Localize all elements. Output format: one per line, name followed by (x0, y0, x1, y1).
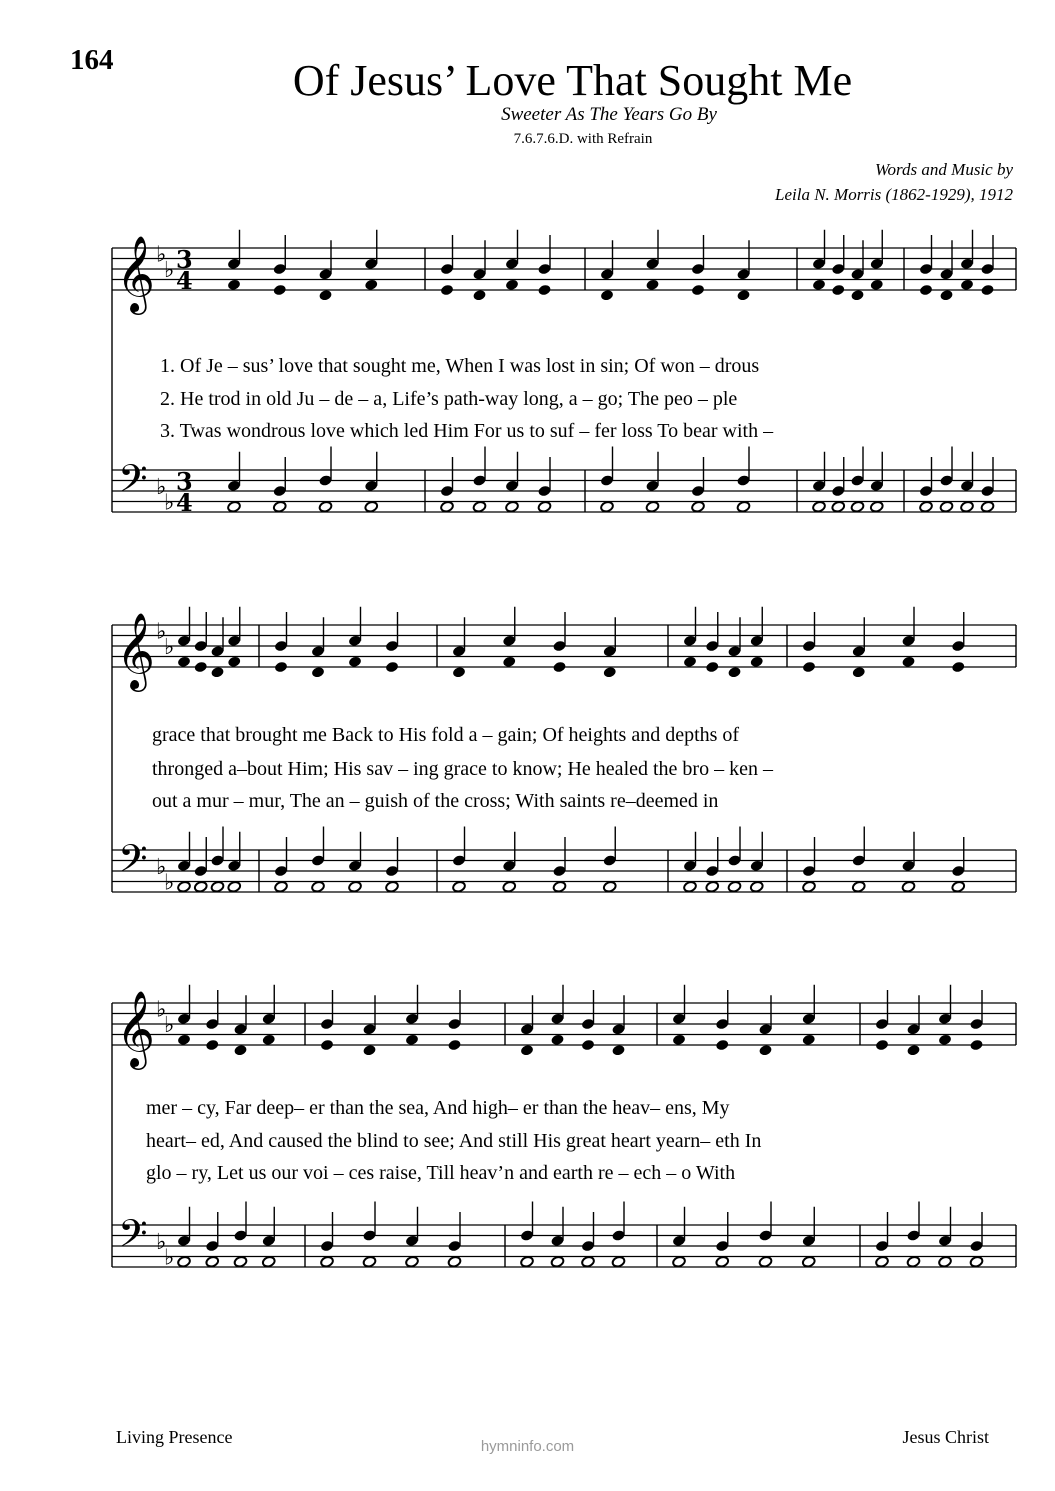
notehead (852, 881, 866, 893)
notehead (348, 655, 362, 668)
notehead (385, 881, 399, 893)
notehead (611, 1044, 625, 1057)
notehead (227, 278, 241, 291)
notehead (645, 278, 659, 291)
notehead (919, 284, 933, 297)
verse-number: 2. (160, 388, 175, 410)
notehead (951, 661, 965, 674)
time-signature-bottom: 4 (176, 266, 193, 295)
notehead (452, 881, 466, 893)
notehead (603, 881, 617, 893)
notehead (194, 881, 208, 893)
notehead (939, 501, 953, 513)
notehead (262, 1256, 276, 1268)
lyric-text: out a mur – mur, The an – guish of the cross; With saints re–deemed in (152, 790, 719, 812)
hymn-title: Of Jesus’ Love That Sought Me (292, 56, 853, 105)
notehead (870, 501, 884, 513)
notehead (505, 501, 519, 513)
notehead (502, 655, 516, 668)
notehead (831, 284, 845, 297)
notehead (177, 1256, 191, 1268)
treble-clef-icon: 𝄞 (116, 612, 156, 689)
notehead (318, 289, 332, 302)
notehead (705, 661, 719, 674)
time-signature-top: 3 (176, 467, 193, 496)
notehead (550, 1256, 564, 1268)
notehead (683, 881, 697, 893)
lyric-line (160, 420, 773, 443)
notehead (875, 1256, 889, 1268)
time-signature-top: 3 (176, 245, 193, 274)
notehead (802, 661, 816, 674)
lyric-text: mer – cy, Far deep– er than the sea, And high– er than the heav– ens, My (146, 1097, 730, 1119)
flat-icon: ♭ (156, 242, 167, 268)
time-signature-bottom: 4 (176, 488, 193, 517)
notehead (875, 1039, 889, 1052)
notehead (447, 1039, 461, 1052)
lyric-line (146, 1130, 761, 1153)
notehead (311, 666, 325, 679)
treble-clef-icon: 𝄞 (116, 990, 156, 1067)
notehead (611, 1256, 625, 1268)
notehead (274, 881, 288, 893)
notehead (715, 1256, 729, 1268)
composer-credit: Leila N. Morris (1862-1929), 1912 (775, 185, 1013, 204)
notehead (750, 655, 764, 668)
notehead (727, 666, 741, 679)
notehead (600, 501, 614, 513)
notehead (683, 655, 697, 668)
notehead (364, 501, 378, 513)
notehead (405, 1256, 419, 1268)
notehead (969, 1039, 983, 1052)
notehead (951, 881, 965, 893)
lyric-text: Twas wondrous love which led Him For us to suf – fer loss To bear with – (179, 420, 774, 442)
verse-number: 1. (160, 355, 175, 377)
notehead (736, 289, 750, 302)
flat-icon: ♭ (164, 1013, 175, 1038)
notehead (537, 501, 551, 513)
notehead (210, 666, 224, 679)
notehead (320, 1256, 334, 1268)
flat-icon: ♭ (164, 490, 175, 516)
lyric-line (152, 758, 773, 781)
notehead (980, 284, 994, 297)
notehead (691, 501, 705, 513)
credit-label: Words and Music by (874, 160, 1013, 179)
notehead (901, 655, 915, 668)
hymn-subtitle: Sweeter As The Years Go By (501, 104, 717, 125)
notehead (177, 1033, 191, 1046)
notehead (362, 1044, 376, 1057)
notehead (210, 881, 224, 893)
flat-icon: ♭ (164, 635, 175, 660)
notehead (348, 881, 362, 893)
flat-icon: ♭ (156, 997, 167, 1023)
notehead (581, 1256, 595, 1268)
notehead (205, 1039, 219, 1052)
notehead (603, 666, 617, 679)
notehead (969, 1256, 983, 1268)
notehead (472, 501, 486, 513)
notehead (812, 278, 826, 291)
notehead (581, 1039, 595, 1052)
flat-icon: ♭ (156, 854, 167, 880)
flat-icon: ♭ (156, 1229, 167, 1255)
notehead (273, 284, 287, 297)
lyric-line (152, 790, 718, 813)
notehead (502, 881, 516, 893)
notehead (736, 501, 750, 513)
lyric-line (160, 388, 737, 411)
notehead (850, 501, 864, 513)
notehead (802, 881, 816, 893)
notehead (440, 284, 454, 297)
notehead (901, 881, 915, 893)
notehead (939, 289, 953, 302)
notehead (311, 881, 325, 893)
notehead (552, 661, 566, 674)
notehead (550, 1033, 564, 1046)
lyric-text: heart– ed, And caused the blind to see; And still His great heart yearn– eth In (146, 1130, 762, 1152)
notehead (831, 501, 845, 513)
flat-icon: ♭ (156, 619, 167, 645)
notehead (802, 1256, 816, 1268)
notehead (227, 881, 241, 893)
notehead (938, 1033, 952, 1046)
notehead (938, 1256, 952, 1268)
notehead (750, 881, 764, 893)
notehead (472, 289, 486, 302)
bass-clef-icon: 𝄢 (118, 836, 148, 890)
notehead (194, 661, 208, 674)
notehead (705, 881, 719, 893)
notehead (906, 1044, 920, 1057)
notehead (852, 666, 866, 679)
notehead (919, 501, 933, 513)
notehead (505, 278, 519, 291)
notehead (233, 1044, 247, 1057)
notehead (645, 501, 659, 513)
notehead (362, 1256, 376, 1268)
notehead (177, 881, 191, 893)
notehead (273, 501, 287, 513)
notehead (691, 284, 705, 297)
notehead (227, 655, 241, 668)
hymn-number: 164 (70, 44, 114, 76)
notehead (405, 1033, 419, 1046)
notehead (447, 1256, 461, 1268)
lyric-text: Of Je – sus’ love that sought me, When I was lost in sin; Of won – drous (180, 355, 760, 377)
notehead (850, 289, 864, 302)
notehead (364, 278, 378, 291)
notehead (227, 501, 241, 513)
notehead (960, 501, 974, 513)
notehead (600, 289, 614, 302)
notehead (758, 1256, 772, 1268)
treble-clef-icon: 𝄞 (116, 235, 156, 312)
verse-number: 3. (160, 420, 175, 442)
notehead (205, 1256, 219, 1268)
notehead (177, 655, 191, 668)
lyric-line (146, 1097, 730, 1120)
notehead (727, 881, 741, 893)
flat-icon: ♭ (164, 258, 175, 283)
notehead (715, 1039, 729, 1052)
bass-clef-icon: 𝄢 (118, 456, 148, 510)
meter: 7.6.7.6.D. with Refrain (513, 131, 653, 147)
notehead (870, 278, 884, 291)
notehead (802, 1033, 816, 1046)
lyric-line (146, 1162, 735, 1185)
notehead (960, 278, 974, 291)
footer-topic: Jesus Christ (902, 1427, 989, 1447)
lyric-text: glo – ry, Let us our voi – ces raise, Till heav’n and earth re – ech – o With (146, 1162, 736, 1184)
notehead (552, 881, 566, 893)
notehead (274, 661, 288, 674)
flat-icon: ♭ (164, 1245, 175, 1271)
lyric-text: He trod in old Ju – de – a, Life’s path-way long, a – go; The peo – ple (180, 388, 738, 410)
footer-website: hymninfo.com (480, 1438, 575, 1455)
bass-clef-icon: 𝄢 (118, 1211, 148, 1265)
notehead (980, 501, 994, 513)
notehead (906, 1256, 920, 1268)
notehead (812, 501, 826, 513)
notehead (758, 1044, 772, 1057)
notehead (440, 501, 454, 513)
notehead (520, 1044, 534, 1057)
notehead (520, 1256, 534, 1268)
notehead (262, 1033, 276, 1046)
lyric-line (152, 724, 739, 747)
lyric-line (160, 355, 759, 378)
notehead (672, 1033, 686, 1046)
notehead (672, 1256, 686, 1268)
notehead (318, 501, 332, 513)
notehead (537, 284, 551, 297)
flat-icon: ♭ (156, 474, 167, 500)
notehead (385, 661, 399, 674)
lyric-text: thronged a–bout Him; His sav – ing grace to know; He healed the bro – ken – (152, 758, 773, 780)
notehead (320, 1039, 334, 1052)
flat-icon: ♭ (164, 870, 175, 896)
notehead (233, 1256, 247, 1268)
footer-category: Living Presence (116, 1427, 233, 1447)
notehead (452, 666, 466, 679)
lyric-text: grace that brought me Back to His fold a – gain; Of heights and depths of (152, 724, 740, 746)
